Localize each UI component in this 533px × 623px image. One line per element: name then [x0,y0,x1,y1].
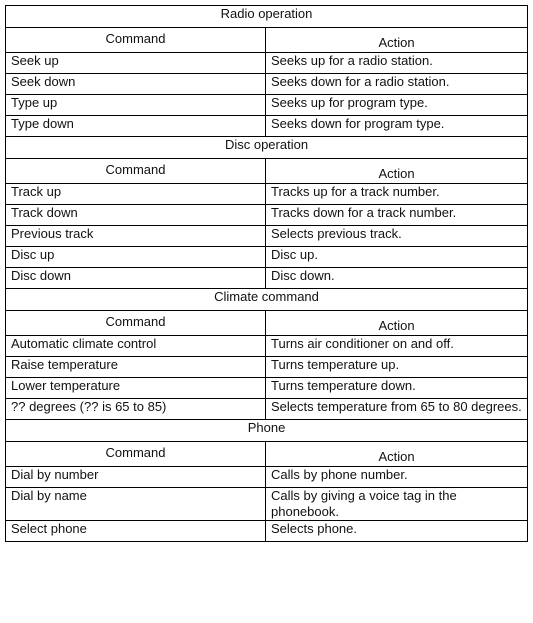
table-row [6,184,528,205]
action-cell: Calls by giving a voice tag in the phonebook. [266,488,528,521]
table-row [6,53,528,74]
action-cell: Selects temperature from 65 to 80 degrees. [266,399,528,420]
action-cell: Seeks down for a radio station. [266,74,528,95]
action-cell: Turns temperature down. [266,378,528,399]
command-cell: Automatic climate control [6,336,266,357]
table-row [6,74,528,95]
action-cell: Seeks up for program type. [266,95,528,116]
table-row [6,378,528,399]
action-cell: Calls by phone number. [266,467,528,488]
table-row [6,488,528,521]
action-column-header: Action [266,28,528,53]
command-cell: Seek up [6,53,266,74]
table-row [6,357,528,378]
column-header-row [6,442,528,467]
action-cell: Seeks up for a radio station. [266,53,528,74]
command-cell: Type down [6,116,266,137]
section-header-row-radio-operation [6,6,528,28]
column-header-row [6,311,528,336]
table-row [6,268,528,289]
command-cell: Select phone [6,521,266,542]
action-cell: Tracks up for a track number. [266,184,528,205]
action-cell: Selects phone. [266,521,528,542]
voice-command-table [5,5,528,542]
section-title: Climate command [6,289,528,311]
table-row [6,521,528,542]
table-row [6,467,528,488]
action-cell: Disc up. [266,247,528,268]
command-column-header: Command [6,311,266,336]
table-row [6,116,528,137]
table-body [6,6,528,542]
section-title: Radio operation [6,6,528,28]
command-cell: Dial by name [6,488,266,521]
command-column-header: Command [6,159,266,184]
action-column-header: Action [266,159,528,184]
command-cell: Track down [6,205,266,226]
command-cell: Track up [6,184,266,205]
column-header-row [6,159,528,184]
command-cell: Previous track [6,226,266,247]
action-cell: Turns temperature up. [266,357,528,378]
table-row [6,399,528,420]
action-column-header: Action [266,311,528,336]
command-cell: Raise temperature [6,357,266,378]
table-row [6,247,528,268]
table-row [6,336,528,357]
command-cell: Type up [6,95,266,116]
section-header-row-phone [6,420,528,442]
command-column-header: Command [6,28,266,53]
section-header-row-climate-command [6,289,528,311]
section-header-row-disc-operation [6,137,528,159]
action-cell: Seeks down for program type. [266,116,528,137]
command-cell: Disc down [6,268,266,289]
section-title: Disc operation [6,137,528,159]
action-cell: Tracks down for a track number. [266,205,528,226]
table-row [6,226,528,247]
column-header-row [6,28,528,53]
command-cell: Dial by number [6,467,266,488]
action-column-header: Action [266,442,528,467]
command-cell: ?? degrees (?? is 65 to 85) [6,399,266,420]
section-title: Phone [6,420,528,442]
command-cell: Disc up [6,247,266,268]
command-column-header: Command [6,442,266,467]
command-cell: Lower temperature [6,378,266,399]
action-cell: Selects previous track. [266,226,528,247]
action-cell: Disc down. [266,268,528,289]
table-row [6,95,528,116]
table-row [6,205,528,226]
command-cell: Seek down [6,74,266,95]
action-cell: Turns air conditioner on and off. [266,336,528,357]
